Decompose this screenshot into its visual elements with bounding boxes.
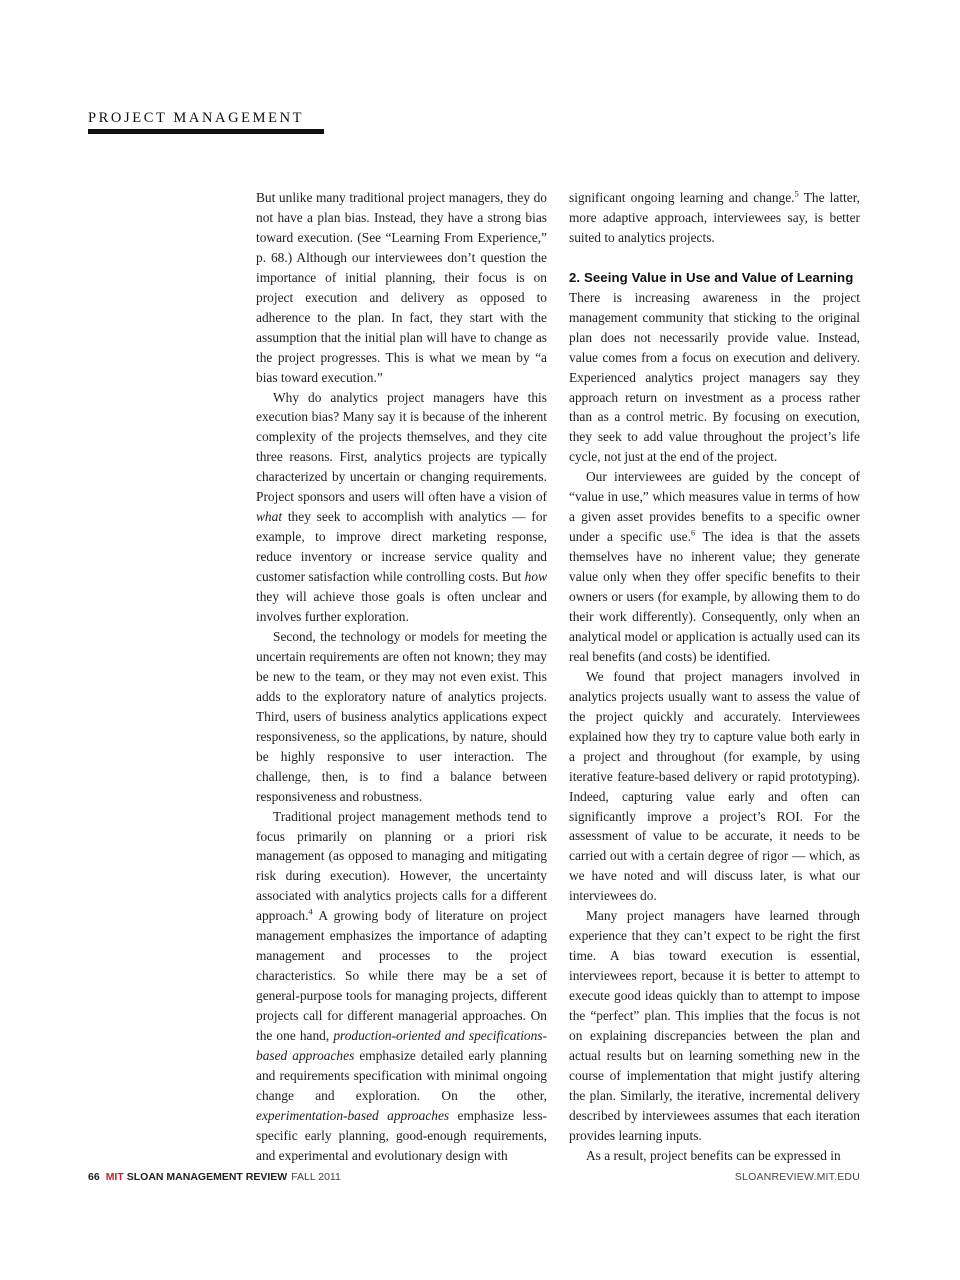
section-header: PROJECT MANAGEMENT bbox=[88, 110, 324, 134]
article-column-left bbox=[256, 188, 547, 1166]
paragraph: significant ongoing learning and change.$^5$ The latter, more adaptive approach, interviewees say, is better suited to analytics projects. bbox=[569, 188, 860, 245]
paragraph: Our interviewees are guided by the concept of “value in use,” which measures value in terms of how a given asset provides benefits to a specific owner under a specific use.$^6$ The idea is that the assets themselves have no inherent value; they generate value only when they offer specific benefits to their owners or users (for example, by allowing them to do their work differently). Consequently, only when an analytical model or application is actually used can its real benefits (and costs) be identified. bbox=[569, 469, 861, 664]
footnote-ref: 5 bbox=[794, 188, 799, 199]
footer-url[interactable]: SLOANREVIEW.MIT.EDU bbox=[734, 1171, 860, 1183]
paragraph: As a result, project benefits can be expressed in bbox=[586, 1147, 841, 1163]
paragraph: Many project managers have learned through experience that they can’t expect to be right the first time. A bias toward execution is essential, interviewees report, because it is better to attempt to execute good ideas quickly than to attempt to impose the “perfect” plan. This implies that the focus is not on explaining discrepancies between the plan and actual results but on learning something new in the course of implementation that might justify altering the plan. Similarly, the iterative, incremental delivery described by interviewees assumes that each iteration provides learning inputs. bbox=[569, 908, 860, 1143]
footer-left bbox=[88, 1171, 341, 1183]
paragraph: Why do analytics project managers have this execution bias? Many say it is because of the inherent complexity of the projects themselves, and they cite three reasons. First, analytics projects are typically characterized by uncertain or changing requirements. Project sponsors and users will often have a vision of what they seek to accomplish with analytics — for example, to improve direct marketing response, reduce inventory or increase service quality and customer satisfaction while controlling costs. But how they will achieve those goals is often unclear and involves further exploration. bbox=[256, 389, 547, 625]
article-column-right bbox=[569, 188, 860, 1166]
footnote-ref: 4 bbox=[308, 906, 313, 917]
page-number: 66 bbox=[88, 1171, 100, 1183]
subheading: 2. Seeing Value in Use and Value of Learning bbox=[569, 269, 854, 285]
paragraph: Second, the technology or models for meeting the uncertain requirements are often not known; they may be new to the team, or they may not even exist. This adds to the exploratory nature of analytics projects. Third, users of business analytics applications expect responsiveness, so the applications, by nature, should be highly responsive to user interaction. The challenge, then, is to find a balance between responsiveness and robustness. bbox=[256, 628, 547, 804]
footnote-ref: 6 bbox=[690, 527, 696, 538]
issue-date: FALL 2011 bbox=[291, 1171, 341, 1183]
mit-logo-text: MIT bbox=[105, 1171, 124, 1183]
paragraph: There is increasing awareness in the project management community that sticking to the original plan does not necessarily provide value. Instead, value comes from a focus on execution and delivery. Experienced analytics project managers say they approach return on investment as a process rather than as a control metric. By focusing on execution, they seek to add value throughout the project’s life cycle, not just at the end of the project. bbox=[569, 289, 860, 465]
paragraph: But unlike many traditional project managers, they do not have a plan bias. Instead, they have a strong bias toward execution. (See “Learning From Experience,” p. 68.) Although our interviewees don’t question the importance of initial planning, their focus is on project execution and delivery as opposed to adherence to the plan. In fact, they start with the assumption that the initial plan will have to change as the project progresses. This is what we mean by “a bias toward execution.” bbox=[256, 190, 547, 385]
paragraph: Traditional project management methods tend to focus primarily on planning or a priori risk management (as opposed to managing and mitigating risk during execution). However, the uncertainty associated with analytics projects calls for a different approach.$^4$ A growing body of literature on project management emphasizes the importance of adapting management and processes to the project characteristics. So while there may be a set of general-purpose tools for managing projects, different projects call for different managerial approaches. On the one hand, production-oriented and specifications-based approaches emphasize detailed early planning and requirements specification with minimal ongoing change and exploration. On the other, experimentation-based approaches emphasize less-specific early planning, good-enough requirements, and experimental and evolutionary design with bbox=[256, 808, 547, 1163]
publication-name: SLOAN MANAGEMENT REVIEW bbox=[126, 1171, 288, 1183]
paragraph: We found that project managers involved in analytics projects usually want to assess the value of the project quickly and accurately. Interviewees explained how they try to capture value both early in a project and throughout (for example, by using iterative feature-based delivery or rapid prototyping). Indeed, capturing value early and often can significantly improve a project’s ROI. For the assessment of value to be accurate, it needs to be carried out with a certain degree of rigor — which, as we have noted and will discuss later, is what our interviewees do. bbox=[569, 668, 860, 904]
